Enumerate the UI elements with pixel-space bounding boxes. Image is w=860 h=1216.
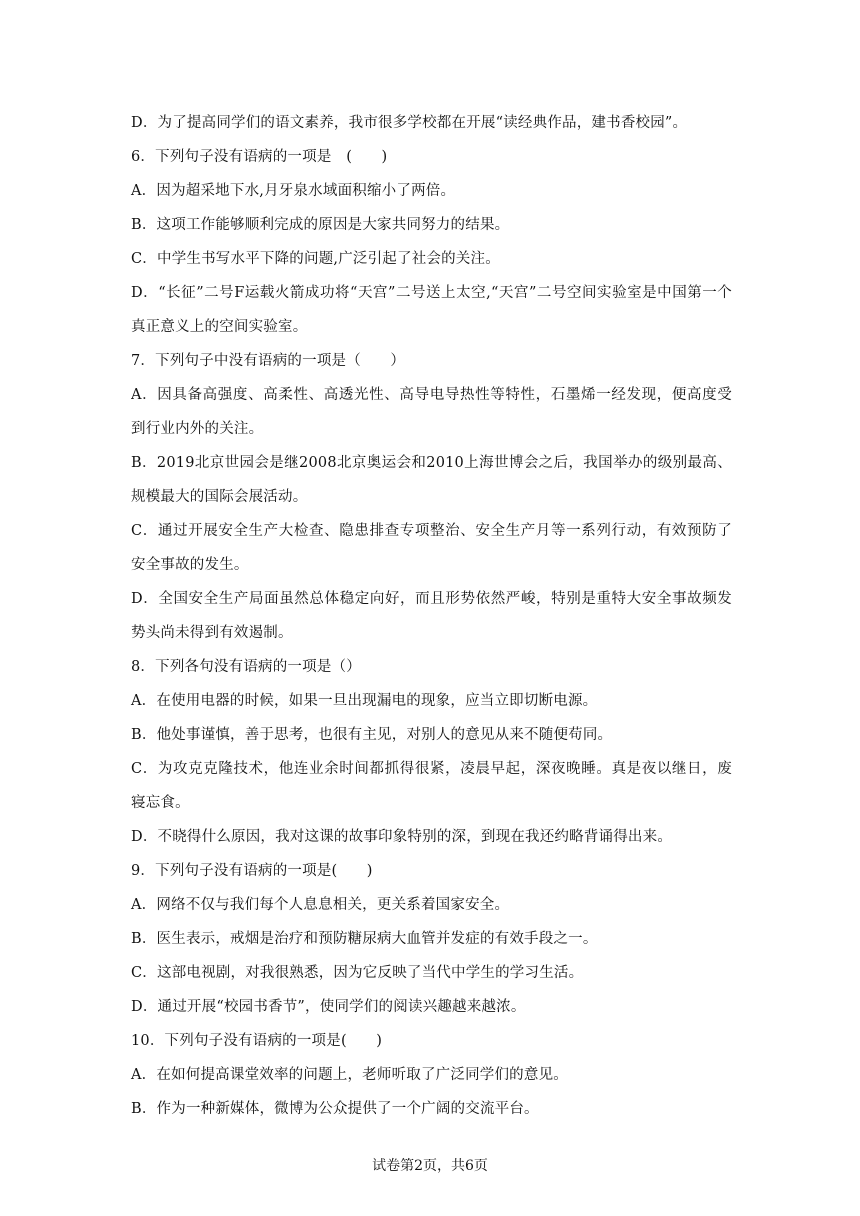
q8-option-c-line2: 寝忘食。 [131,795,190,811]
q10-option-b: B．作为一种新媒体，微博为公众提供了一个广阔的交流平台。 [131,1101,539,1117]
question-content [131,106,732,1126]
q7-option-c-line2: 安全事故的发生。 [131,557,249,573]
q9-option-b: B．医生表示，戒烟是治疗和预防糖尿病大血管并发症的有效手段之一。 [131,931,598,947]
q9-stem: 9．下列句子没有语病的一项是( ) [131,863,373,879]
q6-option-d-line1: D．“长征”二号F运载火箭成功将“天宫”二号送上太空,“天宫”二号空间实验室是中国第一个 [131,285,732,301]
q6-option-c: C．中学生书写水平下降的问题,广泛引起了社会的关注。 [131,251,500,267]
q8-option-c-line1: C．为攻克克隆技术，他连业余时间都抓得很紧，凌晨早起，深夜晚睡。真是夜以继日，废 [131,761,732,777]
page-footer: 试卷第2页，共6页 [372,1158,488,1174]
q7-option-d-line1: D．全国安全生产局面虽然总体稳定向好，而且形势依然严峻，特别是重特大安全事故频发 [131,591,732,607]
q6-stem: 6．下列句子没有语病的一项是 ( ) [131,149,388,165]
q7-option-a-line1: A．因具备高强度、高柔性、高透光性、高导电导热性等特性，石墨烯一经发现，便高度受 [131,387,732,403]
q7-option-a-line2: 到行业内外的关注。 [131,421,264,437]
q8-option-a: A．在使用电器的时候，如果一旦出现漏电的现象，应当立即切断电源。 [131,693,598,709]
q8-option-d: D．不晓得什么原因，我对这课的故事印象特别的深，到现在我还约略背诵得出来。 [131,829,673,845]
q7-stem: 7．下列句子中没有语病的一项是（ ） [131,353,406,369]
q7-option-d-line2: 势头尚未得到有效遏制。 [131,625,293,641]
q6-option-b: B．这项工作能够顺利完成的原因是大家共同努力的结果。 [131,217,510,233]
q7-option-c-line1: C．通过开展安全生产大检查、隐患排查专项整治、安全生产月等一系列行动，有效预防了 [131,523,732,539]
q6-option-d-line2: 真正意义上的空间实验室。 [131,319,308,335]
q8-stem: 8．下列各句没有语病的一项是（） [131,659,361,675]
q7-option-b-line2: 规模最大的国际会展活动。 [131,489,308,505]
q9-option-c: C．这部电视剧，对我很熟悉，因为它反映了当代中学生的学习生活。 [131,965,584,981]
q10-option-a: A．在如何提高课堂效率的问题上，老师听取了广泛同学们的意见。 [131,1067,568,1083]
q10-stem: 10．下列句子没有语病的一项是( ) [131,1033,383,1049]
q6-option-a: A．因为超采地下水,月牙泉水域面积缩小了两倍。 [131,183,456,199]
q7-option-b-line1: B．2019北京世园会是继2008北京奥运会和2010上海世博会之后，我国举办的级别最高、 [131,455,732,471]
q9-option-d: D．通过开展“校园书香节”，使同学们的阅读兴趣越来越浓。 [131,999,526,1015]
q8-option-b: B．他处事谨慎，善于思考，也很有主见，对别人的意见从来不随便苟同。 [131,727,613,743]
q9-option-a: A．网络不仅与我们每个人息息相关，更关系着国家安全。 [131,897,510,913]
q5-option-d: D．为了提高同学们的语文素养，我市很多学校都在开展“读经典作品，建书香校园”。 [131,115,688,131]
